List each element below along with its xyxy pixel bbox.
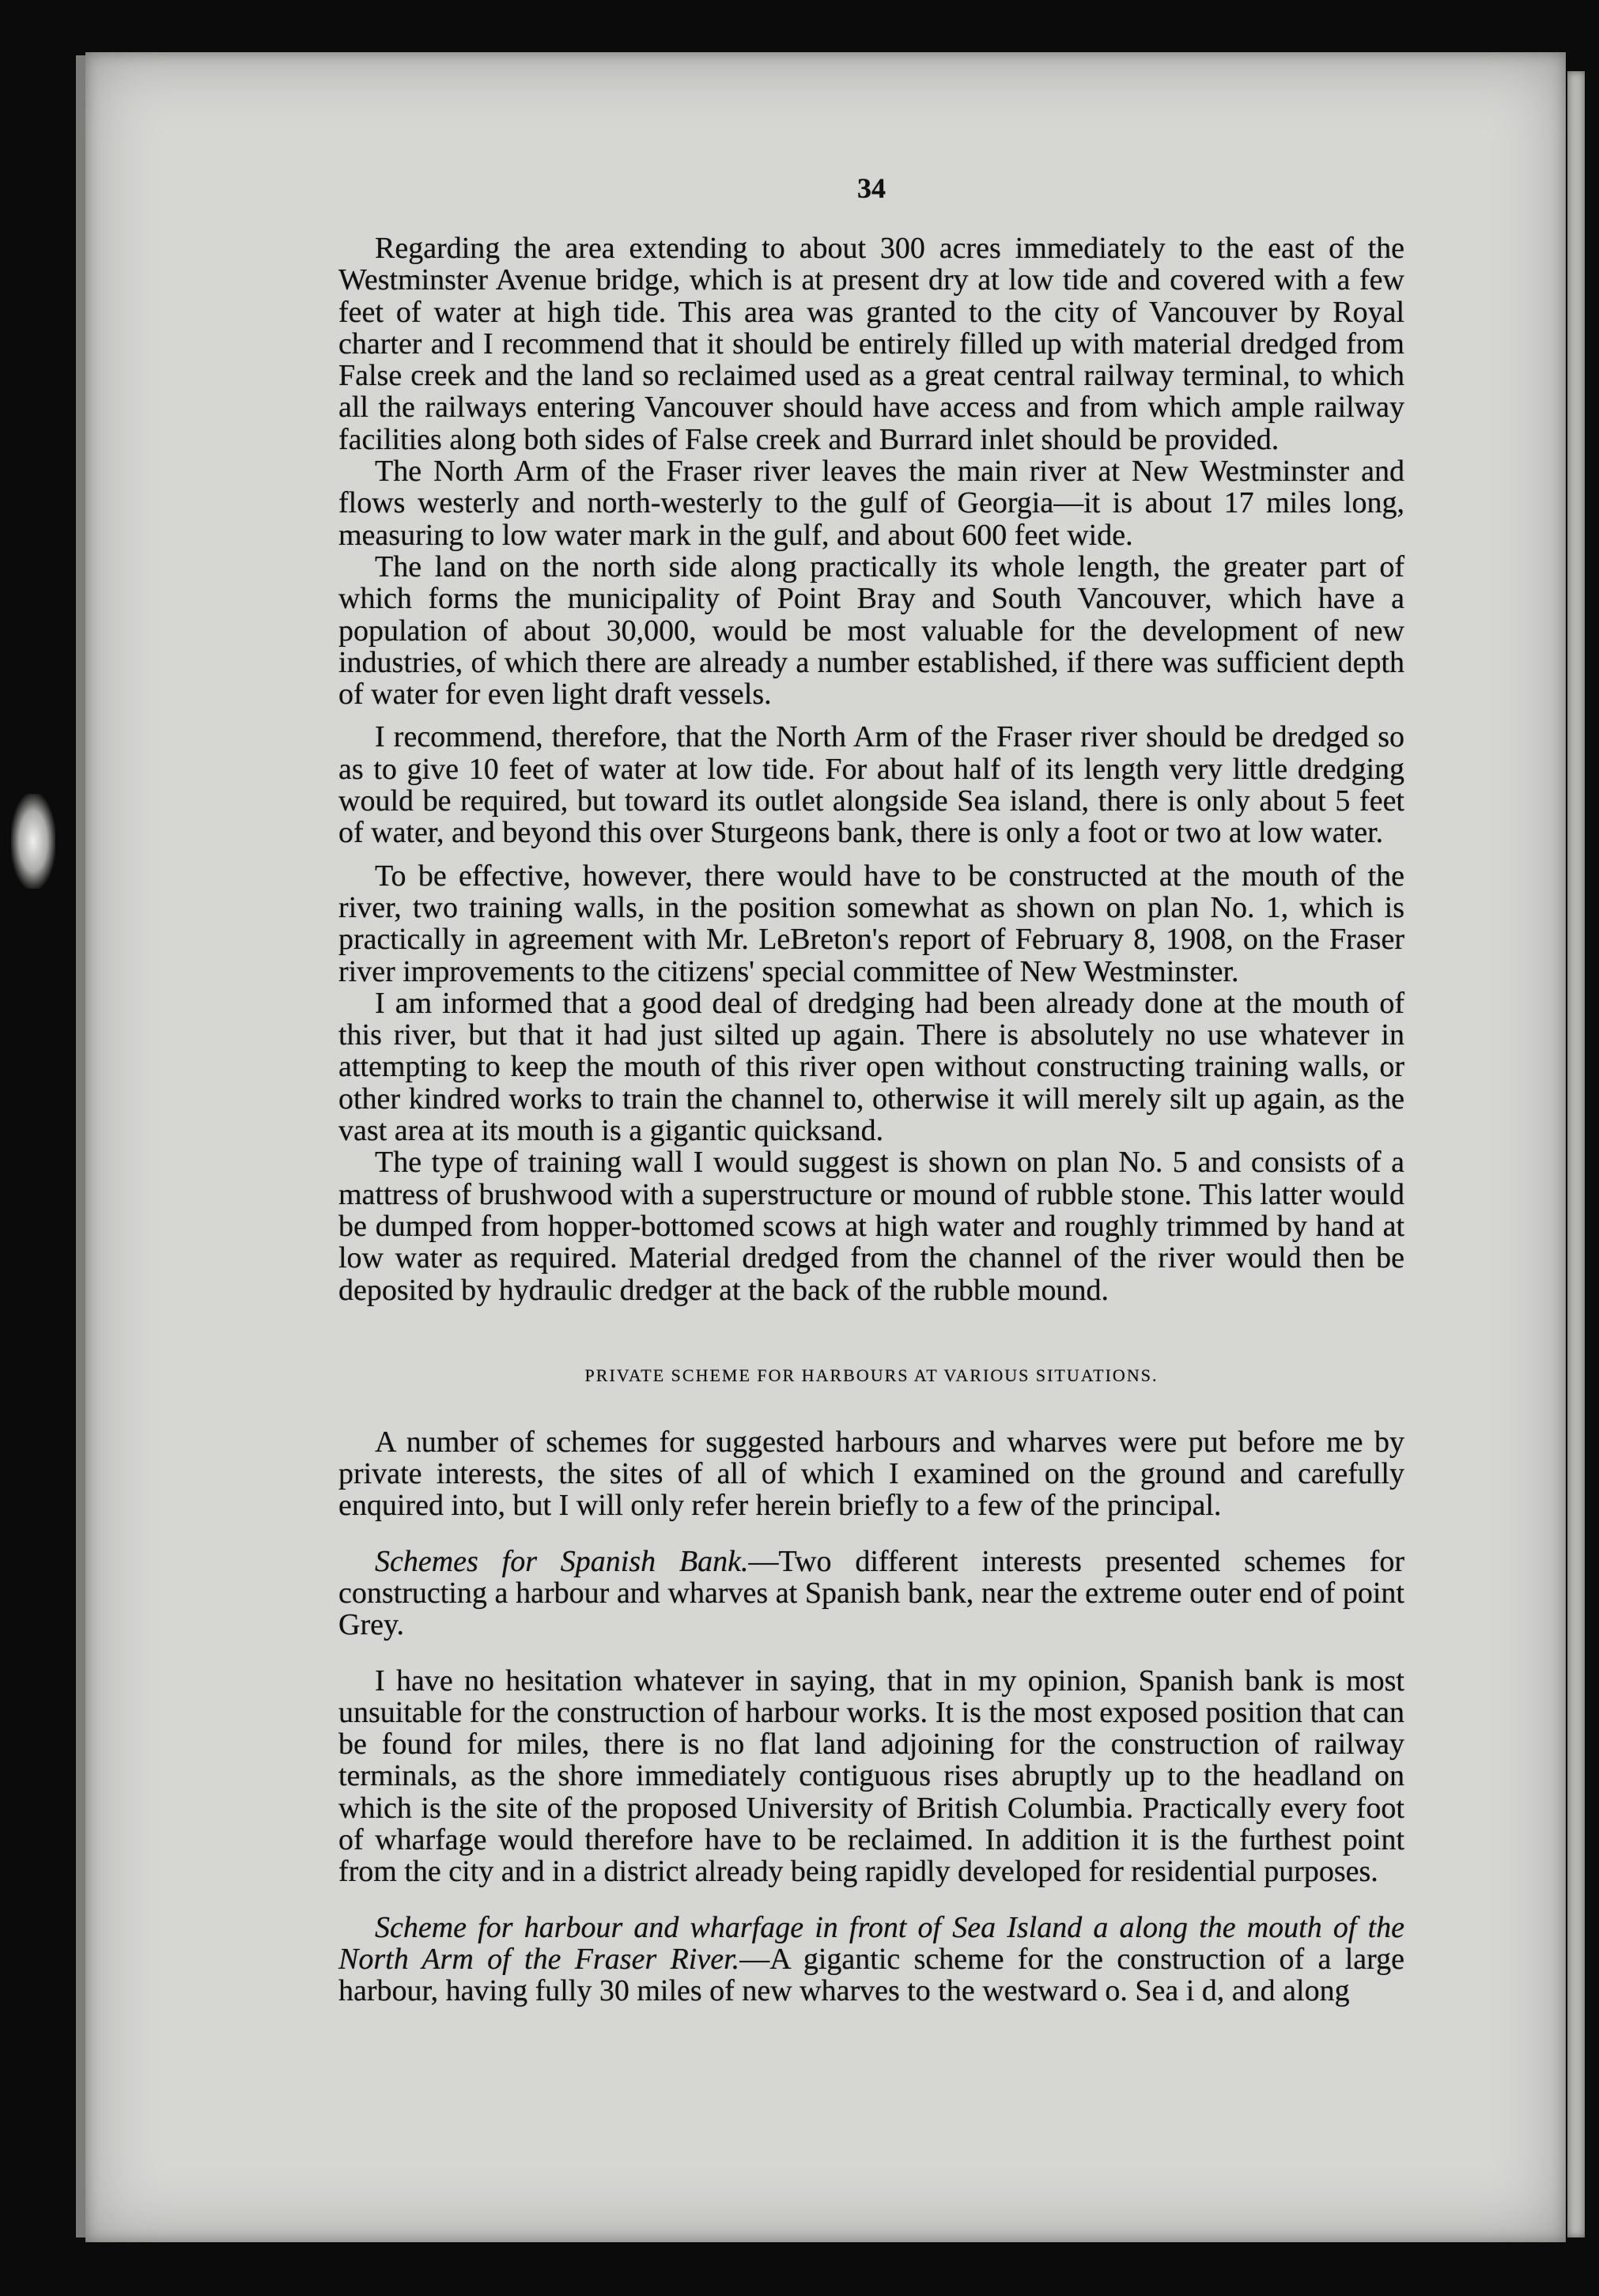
paragraph-private-schemes: A number of schemes for suggested harbours and wharves were put before me by private interests, the sites of all of which I examined on the ground and carefully enquired into, but I will only refer herein briefly to a few of the principal.: [338, 1425, 1404, 1523]
paragraph-sea-island: [338, 1912, 1404, 2007]
sea-island-title: Scheme for harbour and wharfage in front of Sea Island a along the mouth of the North Arm of the Fraser River.: [338, 1910, 1404, 1976]
sea-island-text: —A gigantic scheme for the construction of a large harbour, having fully 30 miles of new wharves to the westward o. Sea i d, and along: [338, 1942, 1405, 2008]
paragraph-training-wall-type: The type of training wall I would suggest is shown on plan No. 5 and consists of a mattress of brushwood with a superstructure or mound of rubble stone. This latter would be dumped from hopper-bottomed scows at high water and roughly trimmed by hand at low water as required. Material dredged from the channel of the river would then be deposited by hydraulic dredger at the back of the rubble mound.: [338, 1146, 1404, 1307]
page-text: [338, 158, 1404, 2007]
paragraph-no-hesitation: I have no hesitation whatever in saying, that in my opinion, Spanish bank is most unsuitable for the construction of harbour works. It is the most exposed position that can be found for miles, there is no flat land adjoining for the construction of railway terminals, as the shore immediately contiguous rises abruptly up to the headland on which is the site of the proposed University of British Columbia. Practically every foot of wharfage would therefore have to be reclaimed. In addition it is the furthest point from the city and in a district already being rapidly developed for residential purposes.: [338, 1663, 1404, 1889]
page-right-edge: [1567, 71, 1585, 2237]
paragraph-north-arm: The North Arm of the Fraser river leaves the main river at New Westminster and flows westerly and north-westerly to the gulf of Georgia—it is about 17 miles long, measuring to low water mark in the gulf, and about 600 feet wide.: [338, 455, 1404, 552]
spanish-bank-title: Schemes for Spanish Bank.: [375, 1544, 749, 1578]
paragraph-dredging-recommendation: I recommend, therefore, that the North Arm of the Fraser river should be dredged so as to give 10 feet of water at low tide. For about half of its length very little dredging would be required, but toward its outlet alongside Sea island, there is only about 5 feet of water, and beyond this over Sturgeons bank, there is only a foot or two at low water.: [338, 720, 1404, 850]
page-number: 34: [857, 172, 886, 204]
paragraph-spanish-bank: [338, 1546, 1404, 1641]
spanish-bank-text: —Two different interests presented schemes for constructing a harbour and wharves at Spanish bank, near the extreme outer end of point Grey.: [338, 1544, 1404, 1642]
paragraph-north-side-land: The land on the north side along practically its whole length, the greater part of which forms the municipality of Point Bray and South Vancouver, which have a population of about 30,000, would be most valuable for the development of new industries, of which there are already a number established, if there was sufficient depth of water for even light draft vessels.: [338, 549, 1404, 712]
paragraph-training-walls: To be effective, however, there would have to be constructed at the mouth of the river, two training walls, in the position somewhat as shown on plan No. 1, which is practically in agreement with Mr. LeBreton's report of February 8, 1908, on the Fraser river improvements to the citizens' special committee of New Westminster.: [338, 859, 1404, 988]
scan-smudge: [11, 794, 55, 889]
paragraph-silted-up: I am informed that a good deal of dredging had been already done at the mouth of this river, but that it had just silted up again. There is absolutely no use whatever in attempting to keep the mouth of this river open without constructing training walls, or other kindred works to train the channel to, otherwise it will merely silt up again, as the vast area at its mouth is a gigantic quicksand.: [338, 986, 1404, 1148]
paragraph-railway-terminal: Regarding the area extending to about 300 acres immediately to the east of the Westminster Avenue bridge, which is at present dry at low tide and covered with a few feet of water at high tide. This area was granted to the city of Vancouver by Royal charter and I recommend that it should be entirely filled up with material dredged from False creek and the land so reclaimed used as a great central railway terminal, to which all the railways entering Vancouver should have access and from which ample railway facilities along both sides of False creek and Burrard inlet should be provided.: [338, 232, 1404, 456]
section-heading: PRIVATE SCHEME FOR HARBOURS AT VARIOUS SITUATIONS.: [584, 1365, 1159, 1385]
